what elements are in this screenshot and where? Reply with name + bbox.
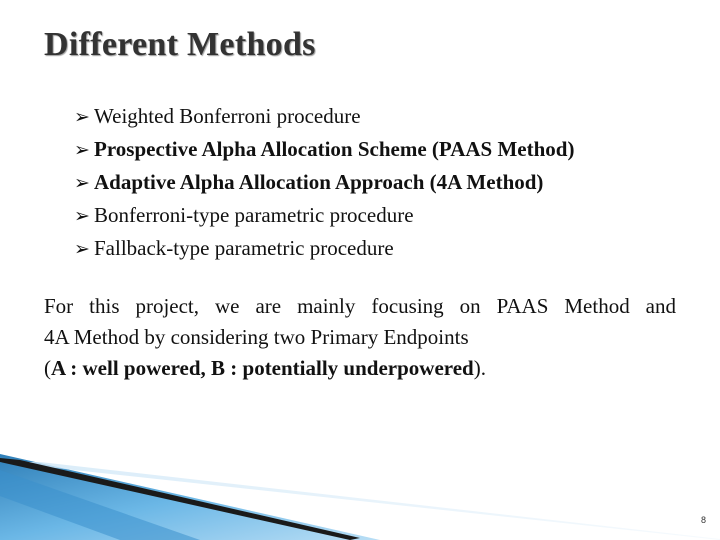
paragraph-line (44, 353, 676, 384)
paragraph-line: 4A Method by considering two Primary Endpoints (44, 325, 469, 349)
bullet-text: Adaptive Alpha Allocation Approach (4A Method) (94, 170, 544, 194)
arrow-bullet-icon: ➢ (74, 173, 90, 194)
corner-decoration (0, 440, 720, 540)
bullet-list (74, 100, 574, 265)
arrow-bullet-icon: ➢ (74, 107, 90, 128)
slide-title: Different Methods (44, 26, 316, 63)
body-paragraph (44, 291, 676, 384)
bullet-item (74, 166, 574, 199)
paren-open: ( (44, 356, 51, 380)
endpoint-definition: A : well powered, B : potentially underpowered (51, 356, 474, 380)
bullet-item (74, 100, 574, 133)
page-number: 8 (700, 515, 706, 525)
arrow-bullet-icon: ➢ (74, 206, 90, 227)
bullet-item (74, 133, 574, 166)
bullet-text: Fallback-type parametric procedure (94, 236, 394, 260)
paragraph-line: For this project, we are mainly focusing on PAAS Method and (44, 294, 676, 318)
bullet-text: Weighted Bonferroni procedure (94, 104, 361, 128)
bullet-item (74, 232, 574, 265)
bullet-text: Bonferroni-type parametric procedure (94, 203, 414, 227)
arrow-bullet-icon: ➢ (74, 140, 90, 161)
bullet-item (74, 199, 574, 232)
bullet-text: Prospective Alpha Allocation Scheme (PAAS Method) (94, 137, 575, 161)
paren-close: ). (473, 356, 486, 380)
arrow-bullet-icon: ➢ (74, 239, 90, 260)
